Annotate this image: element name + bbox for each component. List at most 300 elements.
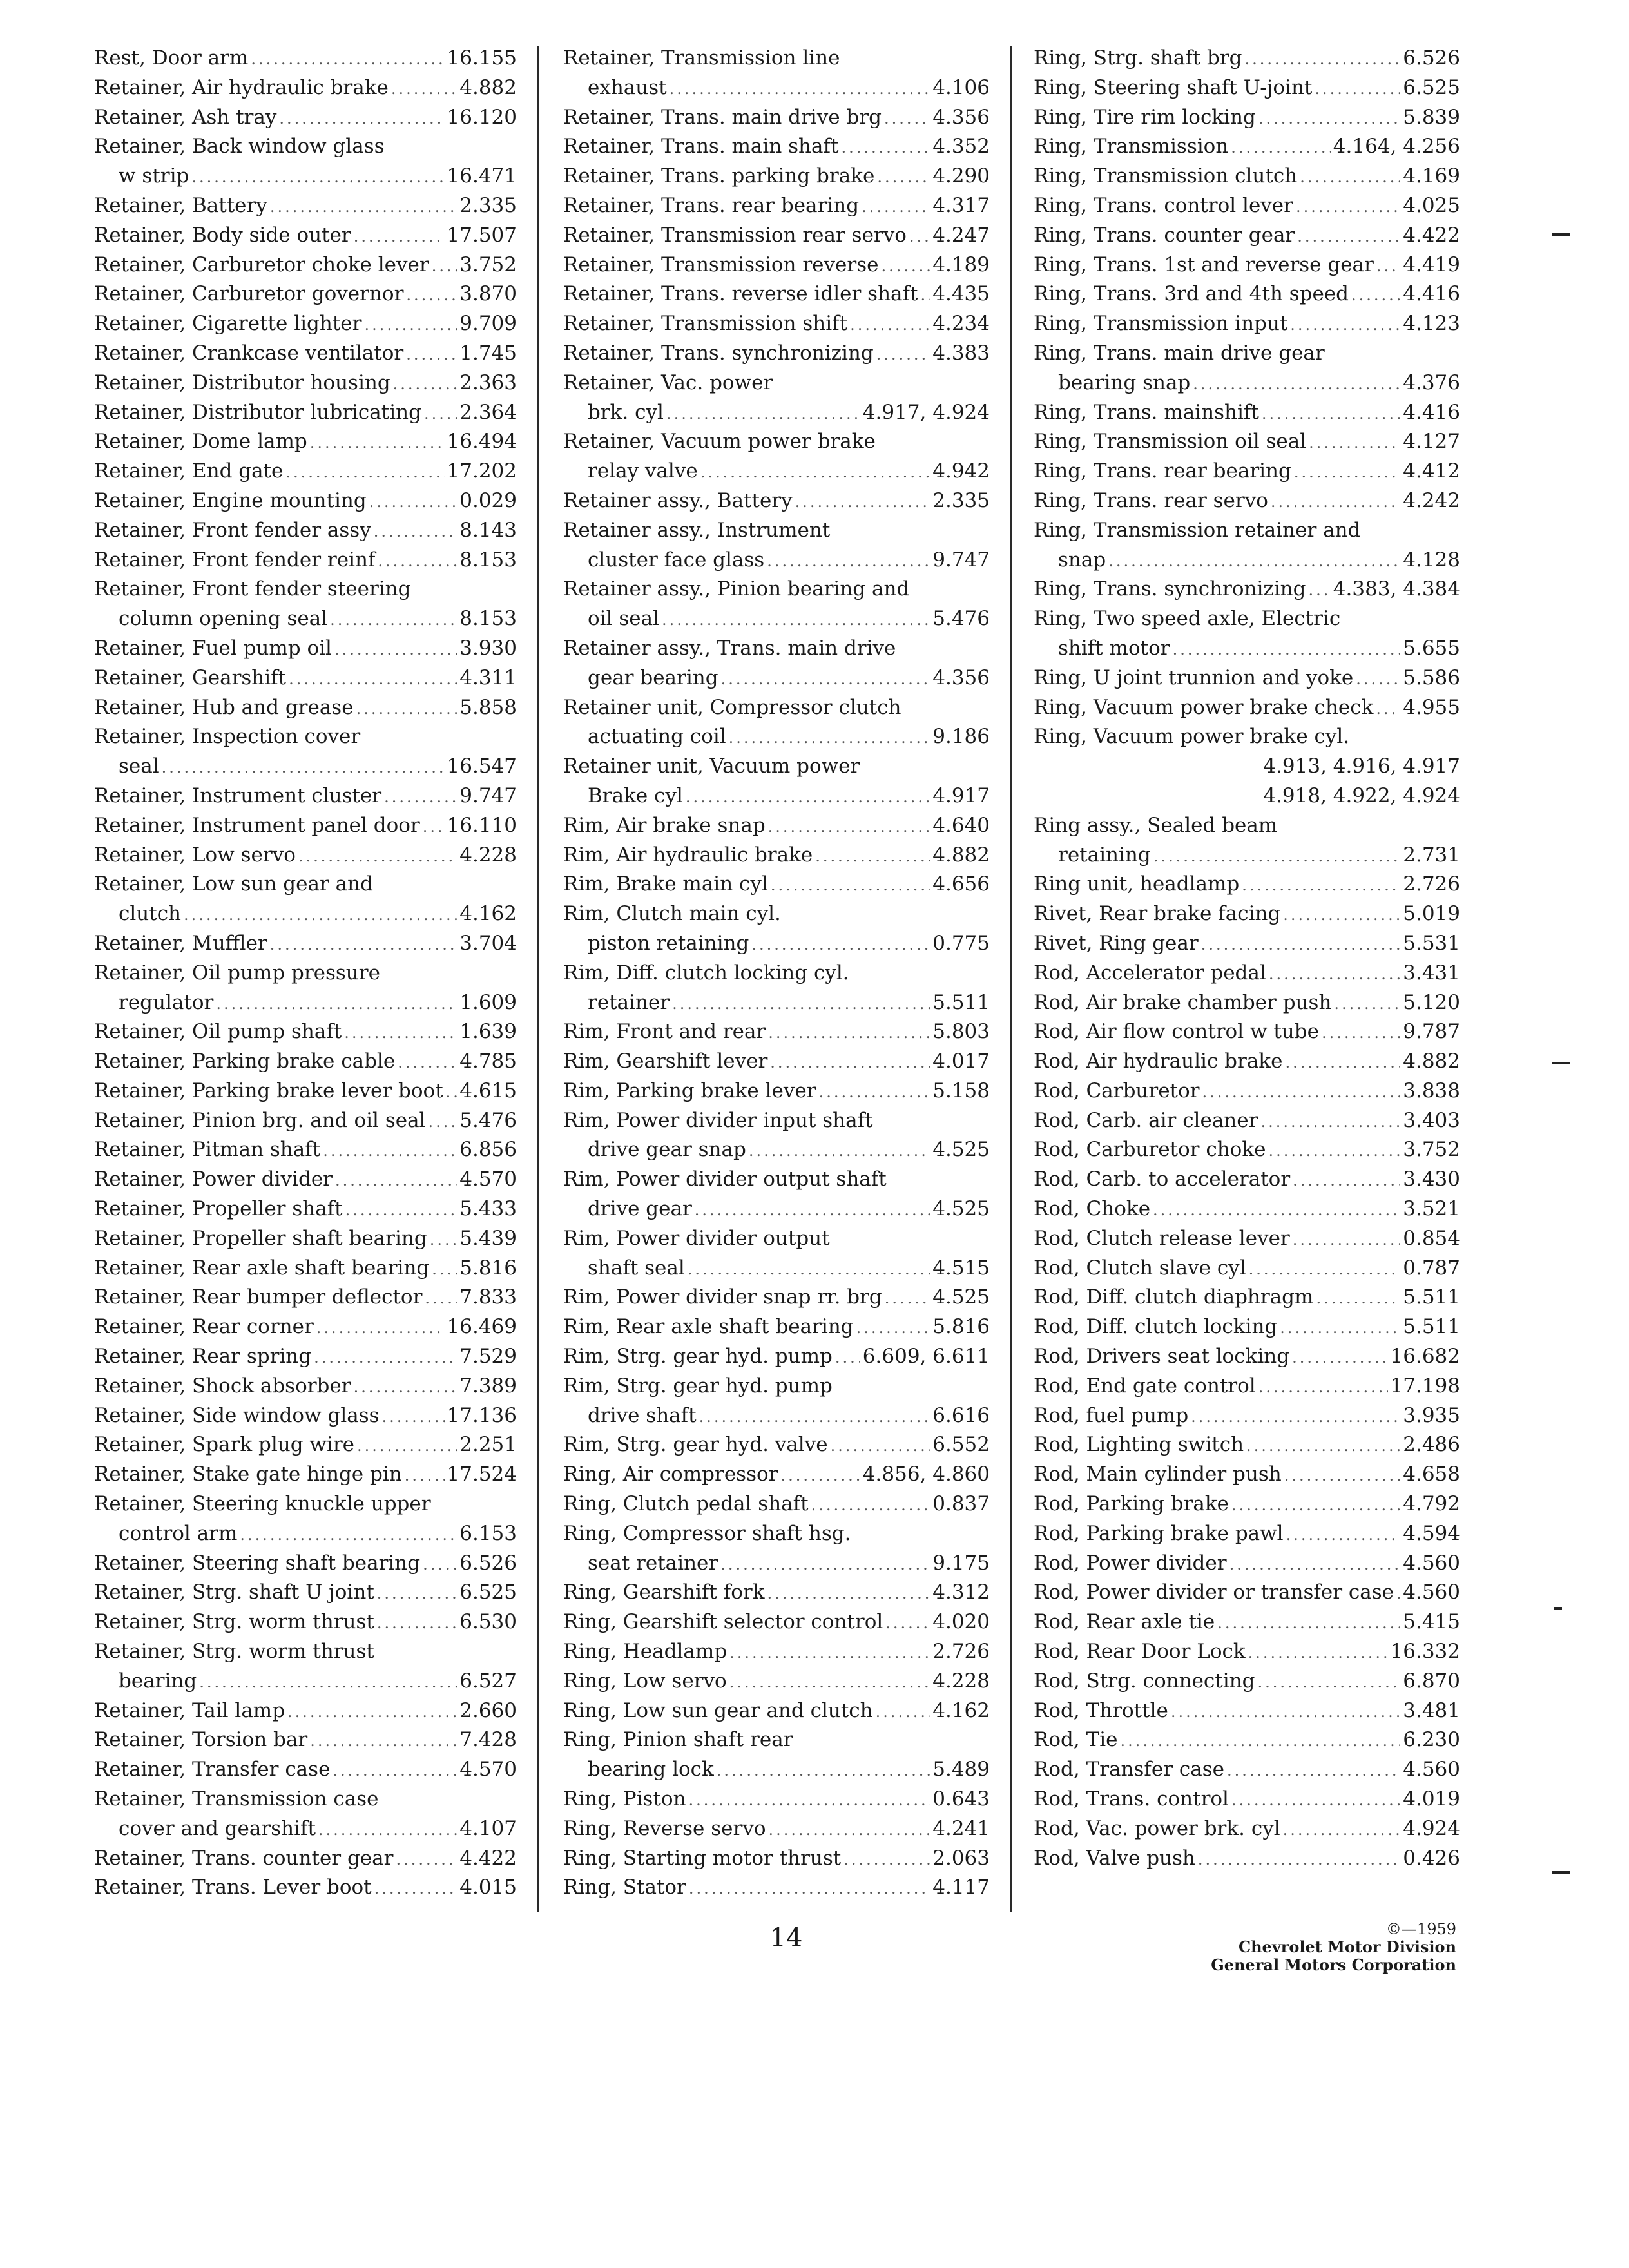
entry-name: Rim, Rear axle shaft bearing	[563, 1315, 854, 1339]
entry-name: Ring unit, headlamp	[1034, 872, 1240, 896]
entry-name: Rod, Power divider	[1034, 1551, 1227, 1575]
entry-reference: 7.428	[459, 1728, 517, 1752]
dot-leader	[1193, 370, 1400, 398]
entry-line	[1034, 309, 1460, 339]
entry-heading-line	[563, 1224, 990, 1254]
entry-name: Rod, Parking brake pawl	[1034, 1521, 1284, 1545]
entry-name: Retainer, Spark plug wire	[94, 1433, 355, 1457]
entry-heading-line	[1034, 339, 1460, 369]
entry-reference: 4.525	[932, 1285, 990, 1309]
entry-heading-line	[563, 575, 990, 604]
entry-continuation: gear bearing	[588, 666, 718, 689]
entry-reference: 5.439	[459, 1226, 517, 1250]
dot-leader	[396, 1845, 457, 1874]
entry-reference: 16.469	[447, 1315, 517, 1339]
dot-leader	[335, 1166, 457, 1195]
entry-line	[94, 1283, 517, 1312]
index-entry	[563, 309, 990, 339]
entry-reference: 5.586	[1403, 666, 1460, 689]
entry-line	[1034, 1430, 1460, 1460]
entry-name: Retainer assy., Instrument	[563, 518, 831, 542]
entry-name: Retainer, Propeller shaft	[94, 1197, 343, 1221]
entry-name: Retainer, Instrument cluster	[94, 783, 382, 807]
entry-reference: 6.527	[459, 1669, 517, 1693]
entry-heading-line	[563, 1106, 990, 1136]
dot-leader	[1201, 930, 1401, 959]
entry-reference: 4.234	[932, 312, 990, 336]
entry-name: Ring, Stator	[563, 1876, 686, 1899]
entry-line	[94, 782, 517, 811]
index-entry	[563, 1017, 990, 1047]
dot-leader	[1198, 1845, 1400, 1874]
index-entry	[94, 1578, 517, 1608]
dot-leader	[843, 1845, 930, 1874]
dot-leader	[850, 311, 930, 339]
entry-line	[563, 1430, 990, 1460]
dot-leader	[1309, 428, 1400, 457]
entry-line	[1034, 73, 1460, 103]
entry-name: Retainer, Power divider	[94, 1168, 333, 1191]
entry-name: Retainer, Parking brake lever boot	[94, 1079, 443, 1102]
entry-continuation-line	[563, 988, 990, 1018]
entry-continuation-line	[563, 664, 990, 693]
entry-name: Retainer, Carburetor choke lever	[94, 253, 429, 276]
dot-leader	[1231, 133, 1331, 162]
entry-continuation: oil seal	[588, 607, 659, 631]
entry-name: Retainer, Torsion bar	[94, 1728, 308, 1752]
entry-name: Rim, Brake main cyl	[563, 872, 768, 896]
entry-line	[563, 1696, 990, 1726]
dot-leader	[769, 1816, 930, 1844]
entry-name: Rim, Gearshift lever	[563, 1050, 768, 1073]
dot-leader	[1231, 1786, 1400, 1814]
dot-leader	[1248, 1639, 1388, 1667]
entry-name: Ring, Headlamp	[563, 1640, 728, 1664]
dot-leader	[1322, 1019, 1400, 1047]
dot-leader	[374, 517, 458, 546]
index-entry	[563, 959, 990, 1018]
index-entry	[563, 752, 990, 811]
entry-name: Retainer, Trans. reverse idler shaft	[563, 282, 918, 306]
margin-mark	[1554, 1607, 1562, 1610]
entry-reference: 4.164, 4.256	[1333, 135, 1460, 159]
index-entry	[94, 959, 517, 1018]
dot-leader	[1356, 665, 1400, 693]
entry-reference: 3.403	[1403, 1108, 1460, 1132]
dot-leader	[749, 1137, 930, 1165]
index-entry	[1034, 1519, 1460, 1549]
entry-continuation: column opening seal	[119, 607, 328, 631]
dot-leader	[1283, 1816, 1401, 1844]
dot-leader	[1245, 45, 1401, 73]
entry-name: Rod, Air brake chamber push	[1034, 990, 1332, 1014]
dot-leader	[856, 1314, 930, 1342]
index-entry	[563, 132, 990, 162]
dot-leader	[374, 1874, 458, 1903]
entry-reference: 6.153	[459, 1521, 517, 1545]
index-column-2	[563, 44, 990, 1903]
index-entry	[563, 191, 990, 221]
entry-heading-line	[563, 634, 990, 664]
entry-heading-line	[94, 1490, 517, 1519]
dot-leader	[780, 1461, 860, 1490]
dot-leader	[377, 1609, 457, 1637]
entry-name: Rod, Vac. power brk. cyl	[1034, 1816, 1280, 1840]
dot-leader	[1262, 399, 1400, 428]
index-entry	[1034, 1844, 1460, 1874]
entry-name: Rivet, Ring gear	[1034, 931, 1199, 955]
dot-leader	[298, 842, 457, 870]
index-entry	[94, 132, 517, 191]
index-entry	[94, 1785, 517, 1844]
entry-line	[94, 1312, 517, 1342]
dot-leader	[1296, 193, 1400, 221]
entry-heading-line	[1034, 811, 1460, 841]
entry-name: Ring, Transmission clutch	[1034, 164, 1298, 188]
dot-leader	[318, 1816, 457, 1844]
index-entry	[1034, 339, 1460, 398]
entry-line	[94, 191, 517, 221]
index-entry	[94, 516, 517, 546]
entry-reference: 6.525	[1403, 75, 1460, 99]
entry-name: Rim, Air hydraulic brake	[563, 843, 813, 867]
dot-leader	[428, 1108, 457, 1136]
entry-name: Retainer, Parking brake cable	[94, 1050, 396, 1073]
dot-leader	[240, 1521, 457, 1549]
dot-leader	[1121, 1727, 1401, 1755]
entry-reference: 3.935	[1403, 1403, 1460, 1427]
dot-leader	[1271, 488, 1400, 516]
dot-leader	[699, 1403, 930, 1431]
entry-name: Retainer, Distributor lubricating	[94, 400, 421, 424]
entry-name: Retainer, End gate	[94, 459, 284, 483]
index-entry	[1034, 1342, 1460, 1372]
index-entry	[1034, 103, 1460, 133]
entry-continuation: drive gear	[588, 1197, 692, 1221]
entry-reference: 6.530	[459, 1610, 517, 1634]
index-entry	[1034, 1312, 1460, 1342]
entry-reference: 4.241	[932, 1816, 990, 1840]
entry-line	[94, 1047, 517, 1077]
entry-name: Retainer, Front fender steering	[94, 577, 411, 601]
dot-leader	[1286, 1521, 1401, 1549]
entry-line	[94, 1017, 517, 1047]
entry-name: Rod, Clutch release lever	[1034, 1226, 1290, 1250]
entry-line	[1034, 1814, 1460, 1844]
entry-name: Ring, Pinion shaft rear	[563, 1728, 793, 1752]
entry-reference: 4.422	[459, 1846, 517, 1870]
entry-name: Ring, Vacuum power brake check	[1034, 695, 1374, 719]
entry-reference: 2.726	[932, 1640, 990, 1664]
entry-line	[1034, 959, 1460, 988]
index-entry	[94, 1372, 517, 1401]
dot-leader	[369, 488, 458, 516]
entry-line	[1034, 280, 1460, 309]
entry-reference: 5.158	[932, 1079, 990, 1102]
dot-leader	[1294, 458, 1400, 486]
entry-name: Retainer, Side window glass	[94, 1403, 380, 1427]
entry-reference: 4.570	[459, 1758, 517, 1782]
entry-name: Ring, Gearshift selector control	[563, 1610, 883, 1634]
entry-line	[94, 1578, 517, 1608]
entry-continuation-line	[563, 398, 990, 428]
index-entry	[563, 162, 990, 191]
entry-name: Ring, Trans. mainshift	[1034, 400, 1259, 424]
entry-continuation: cluster face glass	[588, 548, 765, 572]
entry-continuation-line	[94, 162, 517, 191]
index-entry	[1034, 1549, 1460, 1579]
entry-line	[563, 1460, 990, 1490]
entry-name: Retainer, Shock absorber	[94, 1374, 351, 1398]
index-entry	[563, 103, 990, 133]
entry-reference: 3.870	[459, 282, 517, 306]
dot-leader	[751, 930, 930, 959]
entry-line	[94, 1549, 517, 1579]
entry-reference: 4.416	[1403, 400, 1460, 424]
entry-reference: 7.389	[459, 1374, 517, 1398]
index-entry	[1034, 1047, 1460, 1077]
index-entry	[563, 1519, 990, 1579]
dot-leader	[1376, 252, 1400, 280]
entry-line	[1034, 1224, 1460, 1254]
entry-name: Retainer, Rear bumper deflector	[94, 1285, 423, 1309]
entry-line	[563, 309, 990, 339]
entry-reference: 5.531	[1403, 931, 1460, 955]
dot-leader	[1258, 104, 1400, 133]
entry-name: Rod, Carburetor choke	[1034, 1138, 1266, 1162]
entry-line	[1034, 1017, 1460, 1047]
entry-reference-line	[1034, 782, 1460, 811]
dot-leader	[357, 1432, 457, 1460]
entry-reference: 5.433	[459, 1197, 517, 1221]
dot-leader	[811, 1491, 930, 1519]
entry-name: Ring, Piston	[563, 1787, 686, 1811]
entry-name: Retainer unit, Compressor clutch	[563, 695, 901, 719]
entry-reference: 3.704	[459, 931, 517, 955]
dot-leader	[1283, 901, 1400, 929]
entry-reference: 4.525	[932, 1138, 990, 1162]
dot-leader	[285, 458, 444, 486]
entry-name: Retainer, Trans. parking brake	[563, 164, 875, 188]
dot-leader	[406, 340, 457, 369]
entry-heading-line	[94, 870, 517, 899]
entry-line	[94, 1460, 517, 1490]
dot-leader	[1290, 311, 1400, 339]
dot-leader	[1231, 1491, 1400, 1519]
dot-leader	[689, 1786, 930, 1814]
entry-line	[1034, 103, 1460, 133]
entry-continuation: control arm	[119, 1521, 238, 1545]
entry-name: Rod, Drivers seat locking	[1034, 1345, 1290, 1369]
entry-name: Retainer, Hub and grease	[94, 695, 354, 719]
entry-line	[94, 516, 517, 546]
entry-name: Rim, Power divider output	[563, 1226, 830, 1250]
dot-leader	[768, 1019, 930, 1047]
entry-reference: 16.471	[447, 164, 517, 188]
entry-line	[563, 1017, 990, 1047]
entry-reference: 4.189	[932, 253, 990, 276]
index-entry	[94, 369, 517, 398]
entry-reference: 7.529	[459, 1345, 517, 1369]
entry-reference: 16.120	[447, 105, 517, 129]
entry-continuation: shift motor	[1058, 636, 1170, 660]
index-entry	[563, 1312, 990, 1342]
index-entry	[94, 546, 517, 575]
entry-line	[1034, 1106, 1460, 1136]
entry-continuation: seat retainer	[588, 1551, 718, 1575]
dot-leader	[425, 1284, 457, 1312]
index-entry	[1034, 1165, 1460, 1195]
entry-name: Retainer, Front fender reinf	[94, 548, 376, 572]
index-entry	[94, 1460, 517, 1490]
entry-reference: 16.547	[447, 754, 517, 778]
index-entry	[563, 339, 990, 369]
entry-name: Rod, Carb. air cleaner	[1034, 1108, 1258, 1132]
entry-line	[94, 44, 517, 73]
entry-line	[94, 1696, 517, 1726]
entry-name: Retainer, Transmission shift	[563, 312, 848, 336]
entry-line	[563, 1785, 990, 1814]
entry-name: Rim, Strg. gear hyd. valve	[563, 1433, 828, 1457]
dot-leader	[391, 75, 457, 103]
entry-name: Retainer, Carburetor governor	[94, 282, 404, 306]
index-entry	[1034, 486, 1460, 516]
entry-reference: 4.247	[932, 223, 990, 247]
entry-reference-line	[1034, 752, 1460, 782]
dot-leader	[1280, 1314, 1400, 1342]
entry-line	[94, 309, 517, 339]
copyright-year: ©—1959	[1385, 1920, 1456, 1938]
index-entry	[563, 1785, 990, 1814]
entry-continuation-line	[94, 1519, 517, 1549]
entry-name: Retainer, Strg. worm thrust	[94, 1610, 374, 1634]
dot-leader	[876, 1698, 930, 1726]
dot-leader	[686, 783, 930, 811]
index-entry	[563, 1047, 990, 1077]
entry-heading-line	[94, 1637, 517, 1667]
column-divider-1	[537, 46, 539, 1912]
entry-line	[563, 162, 990, 191]
index-entry	[563, 1696, 990, 1726]
index-entry	[1034, 1372, 1460, 1401]
entry-continuation: retainer	[588, 990, 670, 1014]
entry-line	[563, 1077, 990, 1106]
margin-mark	[1552, 1062, 1570, 1064]
index-entry	[563, 1814, 990, 1844]
index-entry	[1034, 1725, 1460, 1755]
dot-leader	[1315, 75, 1400, 103]
entry-line	[563, 811, 990, 841]
entry-reference: 4.127	[1403, 430, 1460, 454]
index-entry	[1034, 398, 1460, 428]
entry-name: Retainer, Inspection cover	[94, 725, 361, 749]
entry-reference: 1.745	[459, 341, 517, 365]
dot-leader	[881, 252, 930, 280]
entry-line	[1034, 191, 1460, 221]
index-entry	[94, 1135, 517, 1165]
dot-leader	[1217, 1609, 1400, 1637]
entry-line	[1034, 1667, 1460, 1696]
entry-continuation: snap	[1058, 548, 1106, 572]
index-entry	[94, 1873, 517, 1903]
entry-name: Retainer, Air hydraulic brake	[94, 75, 389, 99]
entry-line	[1034, 1372, 1460, 1401]
entry-name: Rod, Main cylinder push	[1034, 1463, 1282, 1486]
index-entry	[1034, 191, 1460, 221]
index-entry	[563, 486, 990, 516]
index-entry	[94, 339, 517, 369]
entry-reference: 0.837	[932, 1492, 990, 1516]
dot-leader	[720, 1550, 930, 1579]
entry-line	[1034, 162, 1460, 191]
index-entry	[563, 899, 990, 959]
entry-name: Retainer, Vacuum power brake	[563, 430, 876, 454]
entry-reference: 6.526	[1403, 46, 1460, 70]
entry-name: Retainer, Strg. shaft U joint	[94, 1581, 374, 1604]
entry-reference: 5.476	[932, 607, 990, 631]
index-entry	[563, 870, 990, 899]
entry-line	[94, 339, 517, 369]
entry-reference: 9.709	[459, 312, 517, 336]
entry-name: Rim, Parking brake lever	[563, 1079, 816, 1102]
dot-leader	[333, 1756, 457, 1785]
dot-leader	[344, 1019, 457, 1047]
index-entry	[94, 1755, 517, 1785]
entry-line	[94, 1873, 517, 1903]
entry-continuation: bearing snap	[1058, 370, 1191, 394]
entry-continuation-line	[563, 604, 990, 634]
entry-continuation: regulator	[119, 990, 214, 1014]
index-entry	[94, 1401, 517, 1431]
entry-reference: 4.918, 4.922, 4.924	[1263, 783, 1460, 807]
index-entry	[94, 1637, 517, 1696]
dot-leader	[251, 45, 444, 73]
entry-reference: 4.290	[932, 164, 990, 188]
entry-name: Rest, Door arm	[94, 46, 249, 70]
dot-leader	[920, 281, 930, 309]
entry-reference: 4.356	[932, 105, 990, 129]
entry-name: Ring, Trans. control lever	[1034, 193, 1293, 217]
index-entry	[1034, 1430, 1460, 1460]
entry-reference: 8.143	[459, 518, 517, 542]
entry-reference: 4.419	[1403, 253, 1460, 276]
index-entry	[94, 280, 517, 309]
entry-continuation-line	[94, 1814, 517, 1844]
entry-name: Retainer, Ash tray	[94, 105, 277, 129]
entry-reference: 7.833	[459, 1285, 517, 1309]
dot-leader	[279, 104, 444, 133]
entry-line	[94, 398, 517, 428]
entry-line	[94, 1135, 517, 1165]
entry-name: Retainer, Steering shaft bearing	[94, 1551, 421, 1575]
entry-name: Ring, U joint trunnion and yoke	[1034, 666, 1354, 689]
index-entry	[94, 870, 517, 929]
entry-reference: 9.186	[932, 725, 990, 749]
index-entry	[1034, 1608, 1460, 1637]
entry-reference: 4.882	[1403, 1050, 1460, 1073]
dot-leader	[771, 871, 930, 899]
index-entry	[563, 1667, 990, 1696]
index-entry	[1034, 1667, 1460, 1696]
index-entry	[94, 457, 517, 486]
entry-heading-line	[563, 1165, 990, 1195]
index-entry	[1034, 870, 1460, 899]
entry-line	[1034, 693, 1460, 723]
entry-reference: 3.481	[1403, 1698, 1460, 1722]
entry-name: Ring, Strg. shaft brg	[1034, 46, 1242, 70]
entry-reference: 5.511	[1403, 1315, 1460, 1339]
index-entry	[563, 427, 990, 486]
